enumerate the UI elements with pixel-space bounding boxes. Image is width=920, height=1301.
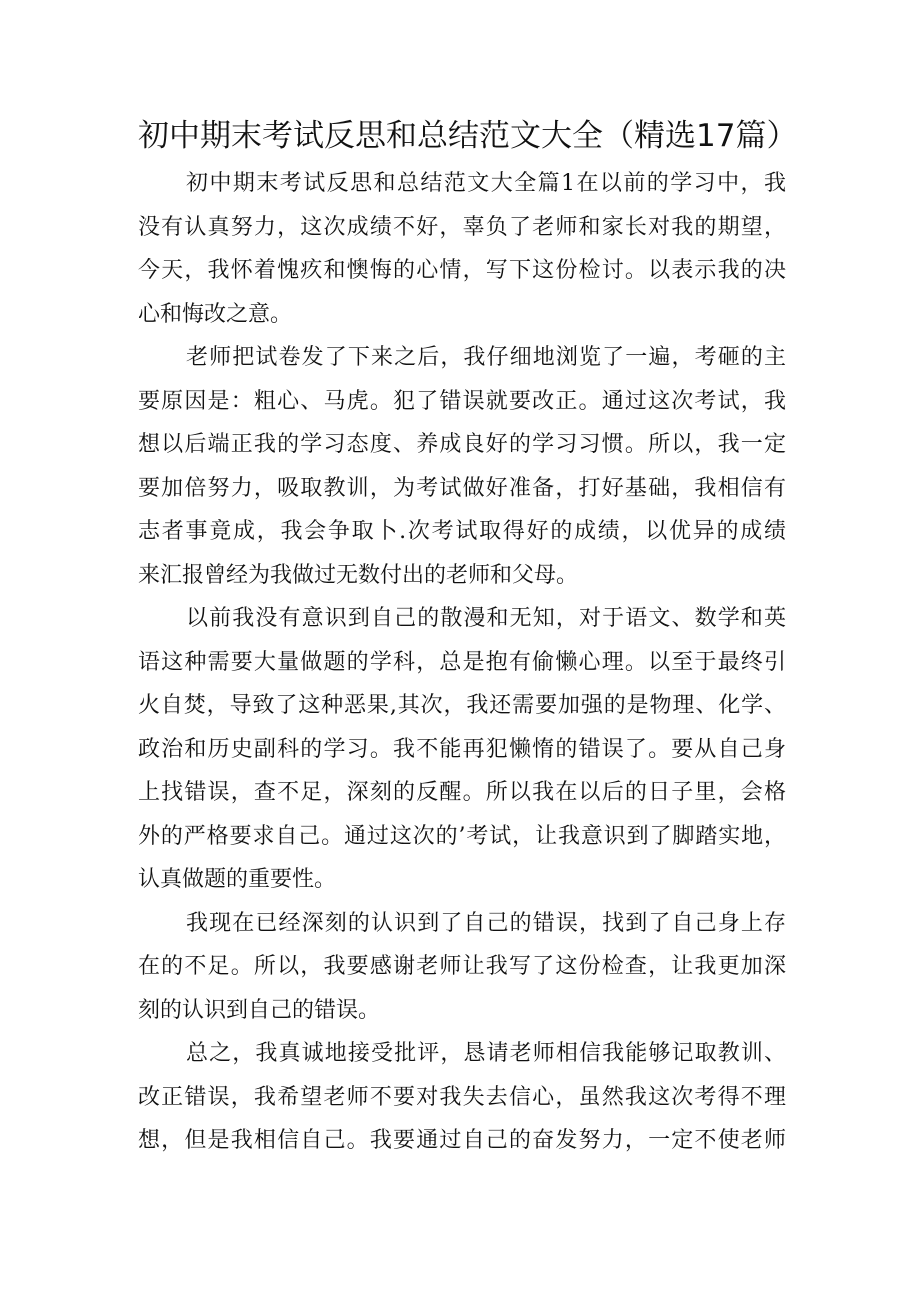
text-line: 今天，我怀着愧疚和懊悔的心情，写下这份检讨。以表示我的决 [138,258,786,283]
text-line: 总之，我真诚地接受批评，恳请老师相信我能够记取教训、 [186,1041,786,1066]
paragraph [138,597,786,902]
paragraph [138,902,786,1033]
text-line: 没有认真努力，这次成绩不好，辜负了老师和家长对我的期望， [138,214,786,240]
text-line: 刻的认识到自己的错误。 [138,997,381,1023]
document-title: 初中期末考试反思和总结范文大全（精选17篇） [138,118,798,154]
text-line: 认真做题的重要性。 [138,867,337,892]
text-line: 心和悔改之意。 [138,301,293,327]
text-line: 初中期末考试反思和总结范文大全篇1在以前的学习中，我 [186,171,786,196]
text-line: 上找错误，查不足，深刻的反醒。所以我在以后的日子里，会格 [138,780,786,805]
text-line: 政治和历史副科的学习。我不能再犯懒惰的错误了。要从自己身 [138,736,786,762]
text-line: 我现在已经深刻的认识到了自己的错误，找到了自己身上存 [186,910,786,936]
text-line: 要原因是：粗心、马虎。犯了错误就要改正。通过这次考试，我 [138,388,786,414]
paragraph [138,1032,786,1163]
text-line: 来汇报曾经为我做过无数付出的老师和父母。 [138,562,579,588]
text-line: 改正错误，我希望老师不要对我失去信心，虽然我这次考得不理 [138,1084,786,1110]
text-line: 火自焚，导致了这种恶果,其次，我还需要加强的是物理、化学、 [138,693,786,718]
text-line: 语这种需要大量做题的学科，总是抱有偷懒心理。以至于最终引 [138,649,786,675]
text-line: 老师把试卷发了下来之后，我仔细地浏览了一遍，考砸的主 [186,345,786,370]
text-line: 志者事竟成，我会争取卜.次考试取得好的成绩，以优异的成绩 [138,519,786,544]
text-line: 想，但是我相信自己。我要通过自己的奋发努力，一定不使老师 [138,1128,786,1153]
document-body [138,162,786,1163]
paragraph [138,162,786,336]
text-line: 要加倍努力，吸取教训，为考试做好准备，打好基础，我相信有 [138,475,786,501]
text-line: 外的严格要求自己。通过这次的’考试，让我意识到了脚踏实地， [138,823,786,849]
text-line: 在的不足。所以，我要感谢老师让我写了这份检查，让我更加深 [138,954,786,979]
text-line: 以前我没有意识到自己的散漫和无知，对于语文、数学和英 [186,606,786,631]
paragraph [138,336,786,597]
text-line: 想以后端正我的学习态度、养成良好的学习习惯。所以，我一定 [138,432,786,457]
